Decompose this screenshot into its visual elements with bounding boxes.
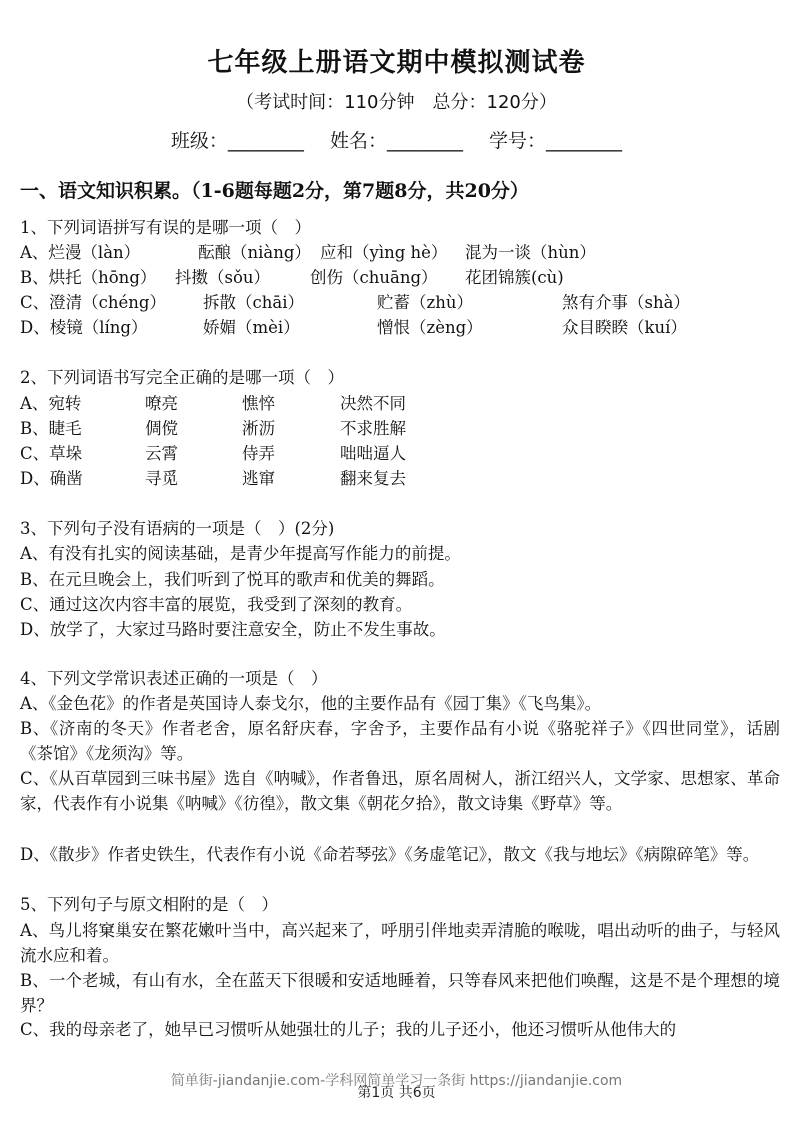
question-4-option-c: C、《从百草园到三味书屋》选自《呐喊》，作者鲁迅，原名周树人，浙江绍兴人，文学家、思想家、革命家，代表作有小说集《呐喊》《彷徨》，散文集《朝花夕拾》，散文诗集《野草》等。 (20, 769, 780, 813)
page-title: 七年级上册语文期中模拟测试卷 (207, 48, 586, 78)
option-cell: 创伤（chuāng） (310, 268, 438, 287)
option-cell: 不求胜解 (340, 419, 406, 438)
option-cell: 逃窜 (242, 469, 275, 488)
question-4-option-b: B、《济南的冬天》作者老舍，原名舒庆春，字舍予，主要作品有小说《骆驼祥子》《四世同堂》，话剧《茶馆》《龙须沟》等。 (20, 719, 780, 763)
option-cell: 拆散（chāi） (203, 293, 304, 312)
class-field: 班级：________ (170, 130, 304, 152)
option-cell: 寻觅 (145, 469, 178, 488)
option-cell: 云霄 (145, 444, 178, 463)
option-cell: 贮蓄（zhù） (377, 293, 473, 312)
question-3-option-c: C、通过这次内容丰富的展览，我受到了深刻的教育。 (20, 595, 413, 614)
question-5-option-b: B、一个老城，有山有水，全在蓝天下很暖和安适地睡着，只等春风来把他们唤醒，这是不是个理想的境界？ (20, 971, 780, 1015)
option-cell: 憔悴 (242, 394, 275, 413)
option-cell: C、草垛 (20, 444, 83, 463)
option-cell: 淅沥 (242, 419, 275, 438)
exam-info: （考试时间：110分钟 总分：120分） (236, 92, 557, 113)
option-cell: 众目睽睽（kuí） (562, 318, 687, 337)
section-heading: 一、语文知识积累。（1-6题每题2分，第7题8分，共20分） (20, 180, 529, 202)
option-cell: 煞有介事（shà） (562, 293, 690, 312)
question-4-option-d: D、《散步》作者史铁生，代表作有小说《命若琴弦》《务虚笔记》，散文《我与地坛》《病隙碎笔》等。 (20, 845, 760, 864)
question-3-option-a: A、有没有扎实的阅读基础，是青少年提高写作能力的前提。 (20, 544, 461, 563)
option-cell: 侍弄 (242, 444, 275, 463)
option-cell: 决然不同 (340, 394, 406, 413)
question-1-stem: 1、下列词语拼写有误的是哪一项（ ） (20, 218, 311, 237)
student-info-fields (0, 126, 793, 153)
option-cell: 憎恨（zèng） (377, 318, 483, 337)
option-cell: 花团锦簇(cù) (465, 268, 564, 287)
question-3-option-b: B、在元旦晚会上，我们听到了悦耳的歌声和优美的舞蹈。 (20, 570, 445, 589)
option-cell: B、睫毛 (20, 419, 82, 438)
option-cell: 嘹亮 (145, 394, 178, 413)
question-4-option-a: A、《金色花》的作者是英国诗人泰戈尔，他的主要作品有《园丁集》《飞鸟集》。 (20, 694, 602, 713)
student-id-field: 学号：________ (489, 130, 623, 152)
option-cell: 混为一谈（hùn） (465, 243, 596, 262)
option-cell: 应和（yìng hè） (320, 243, 448, 262)
question-5-option-c: C、我的母亲老了，她早已习惯听从她强壮的儿子；我的儿子还小，他还习惯听从他伟大的 (20, 1020, 677, 1039)
option-cell: B、烘托（hōng） (20, 268, 157, 287)
option-cell: A、烂漫（làn） (20, 243, 141, 262)
question-2-stem: 2、下列词语书写完全正确的是哪一项（ ） (20, 368, 344, 387)
question-3-stem: 3、下列句子没有语病的一项是（ ）(2分) (20, 519, 335, 538)
name-field: 姓名：________ (329, 130, 463, 152)
option-cell: A、宛转 (20, 394, 82, 413)
page-number: 第1页 共6页 (357, 1085, 436, 1101)
option-cell: 咄咄逼人 (340, 444, 406, 463)
option-cell: 倜傥 (145, 419, 178, 438)
question-5-stem: 5、下列句子与原文相附的是（ ） (20, 895, 278, 914)
option-cell: 酝酿（niàng） (198, 243, 311, 262)
option-cell: C、澄清（chéng） (20, 293, 166, 312)
option-cell: 娇媚（mèi） (203, 318, 300, 337)
question-4-stem: 4、下列文学常识表述正确的一项是（ ） (20, 669, 328, 688)
option-cell: D、棱镜（líng） (20, 318, 148, 337)
question-3-option-d: D、放学了，大家过马路时要注意安全，防止不发生事故。 (20, 620, 446, 639)
option-cell: 抖擞（sǒu） (175, 268, 271, 287)
watermark-text: 简单街-jiandanjie.com-学科网简单学习一条街 https://jiandanjie.com (170, 1073, 623, 1089)
option-cell: D、确凿 (20, 469, 83, 488)
option-cell: 翻来复去 (340, 469, 406, 488)
question-5-option-a: A、鸟儿将窠巢安在繁花嫩叶当中，高兴起来了，呼朋引伴地卖弄清脆的喉咙，唱出动听的曲子，与轻风流水应和着。 (20, 921, 780, 965)
